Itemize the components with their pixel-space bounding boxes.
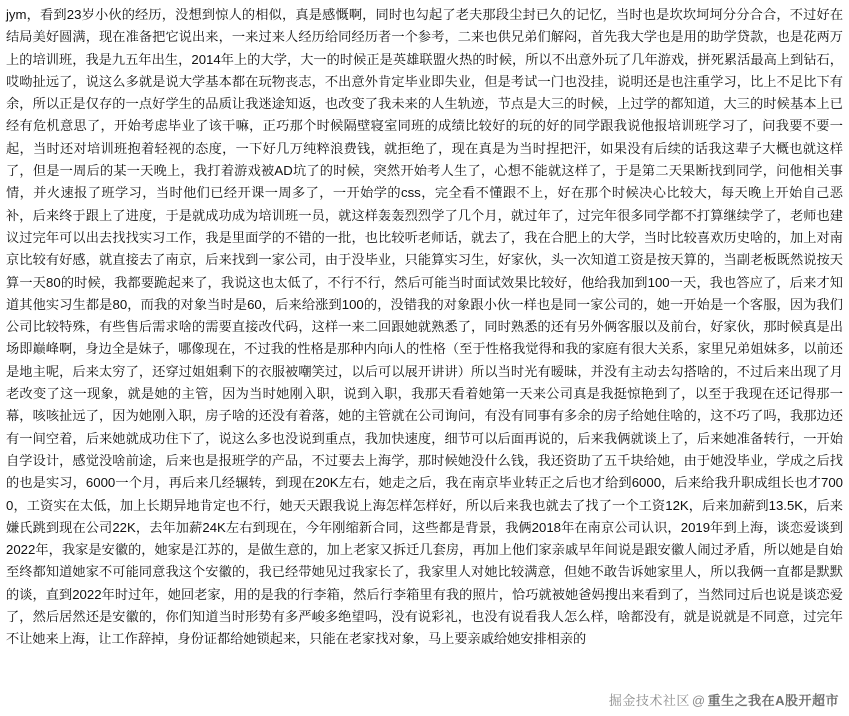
article-body-text: jym，看到23岁小伙的经历，没想到惊人的相似，真是感慨啊，同时也勾起了老夫那段尘封已久的记忆，当时也是坎坎坷坷分分合合，不过好在结局美好圆满，现在准备把它说出来，一来过来人经历给同经历者一个参考，二来也供兄弟们解闷，首先我大学也是用的助学贷款，也是花两万上的培训班，我是九五年出生，2014年上的大学，大一的时候正是英雄联盟火热的时候，所以不出意外玩了几年游戏，拼死累活最高上到钻石，哎呦扯远了，说这么多就是说大学基本都在玩物丧志，不出意外肯定毕业即失业，但是考试一门也没挂，说明还是也注重学习，比上不足比下有余，所以正是仅存的一点好学生的品质让我迷途知返，也改变了我未来的人生轨迹，节点是大三的时候，上过学的都知道，大三的时候基本上已经有危机意思了，开始考虑毕业了该干嘛，正巧那个时候隔壁寝室同班的成绩比较好的玩的好的同学跟我说他报培训班学习了，问我要不要一起，当时还对培训班抱着轻视的态度，一下好几万纯粹浪费钱，就拒绝了，现在真是为当时捏把汗，如果没有后续的话我这辈子大概也就这样了，但是一周后的某一天晚上，我打着游戏被AD坑了的时候，突然开始考人生了，心想不能就这样了，于是第二天果断找到同学，问他相关事情，并火速报了班学习，当时他们已经开课一周多了，一开始学的css，完全看不懂跟不上，好在那个时候决心比较大，每天晚上开始自己恶补，后来终于跟上了进度，于是就成功成为培训班一员，就这样轰轰烈烈学了几个月，就过年了，过完年很多同学都不打算继续学了，老师也建议过完年可以出去找找实习工作，我是里面学的不错的一批，也比较听老师话，就去了，我在合肥上的大学，当时比较喜欢历史啥的，加上对南京比较有好感，就直接去了南京，后来找到一家公司，由于没毕业，只能算实习生，好家伙，头一次知道工资是按天算的，当副老板既然说按天算一天80的时候，我都要跪起来了，我说这也太低了，不行不行，然后可能当时面试效果比较好，他给我加到100一天，我也答应了，后来才知道其他实习生都是80，而我的对象当时是60，后来给涨到100的，没错我的对象跟小伙一样也是同一家公司的，她一开始是一个客服，因为我们公司比较特殊，有些售后需求啥的需要直接改代码，这样一来二回跟她就熟悉了，同时熟悉的还有另外俩客服以及前台，好家伙，那时候真是出场即巅峰啊，身边全是妹子，哪像现在，不过我的性格是那种内向i人的性格（至于性格我觉得和我的家庭有很大关系，家里兄弟姐妹多，以前还是地主呢，后来太穷了，还穿过姐姐剩下的衣服被嘲笑过，以后可以展开讲讲）所以当时光有暧昧，并没有主动去勾搭啥的，不过后来出现了月老改变了这一现象，就是她的主管，因为当时她刚入职，说到入职，我那天看着她第一天来公司真是我挺惊艳到了，以至于我现在还记得那一幕，咳咳扯远了，因为她刚入职，房子啥的还没有着落，她的主管就在公司询问，有没有同事有多余的房子给她住啥的，这不巧了吗，我那边还有一间空着，后来她就成功住下了，说这么多也没说到重点，我加快速度，细节可以后面再说的，后来我俩就谈上了，后来她准备转行，一开始自学设计，感觉没啥前途，后来也是报班学的产品，不过要去上海学，那时候她没什么钱，我还资助了五千块给她，由于她没毕业，学成之后找的也是实习，6000一个月，再后来几经辗转，到现在20K左右，她走之后，我在南京毕业转正之后也才给到6000，后来给我升职成组长也才7000，工资实在太低，加上长期异地肯定也不行，她天天跟我说上海怎样怎样好，所以后来我也就去了找了一个工资12K，后来加薪到13.5K，后来嫌氏跳到现在公司22K，去年加薪24K左右到现在，今年刚缩新合同，这些都是背景，我俩2018年在南京公司认识，2019年到上海，谈恋爱谈到2022年，我家是安徽的，她家是江苏的，是做生意的，加上老家又拆迁几套房，再加上他们家亲戚早年间说是跟安徽人闹过矛盾，所以她是自始至终都知道她家不可能同意我这个安徽的，我已经带她见过我家长了，我家里人对她比较满意，但她不敢告诉她家里人，所以我俩一直都是默默的谈，直到2022年时过年，她回老家，用的是我的行李箱，然后行李箱里有我的照片，恰巧就被她爸妈搜出来看到了，当然同过后也说是谈恋爱了，然后居然还是安徽的，你们知道当时形势有多严峻多绝望吗，没有说彩礼，也没有说看我人怎么样，啥都没有，就是说就是不同意，过完年不让她来上海，让工作辞掉，身份证都给她锁起来，只能在老家找对象，马上要亲戚给她安排相亲的 [6, 7, 843, 647]
watermark-site: 掘金技术社区 [608, 693, 690, 708]
watermark-username: 重生之我在A股开超市 [707, 693, 839, 708]
watermark [609, 692, 839, 710]
watermark-at-symbol: @ [691, 693, 706, 708]
